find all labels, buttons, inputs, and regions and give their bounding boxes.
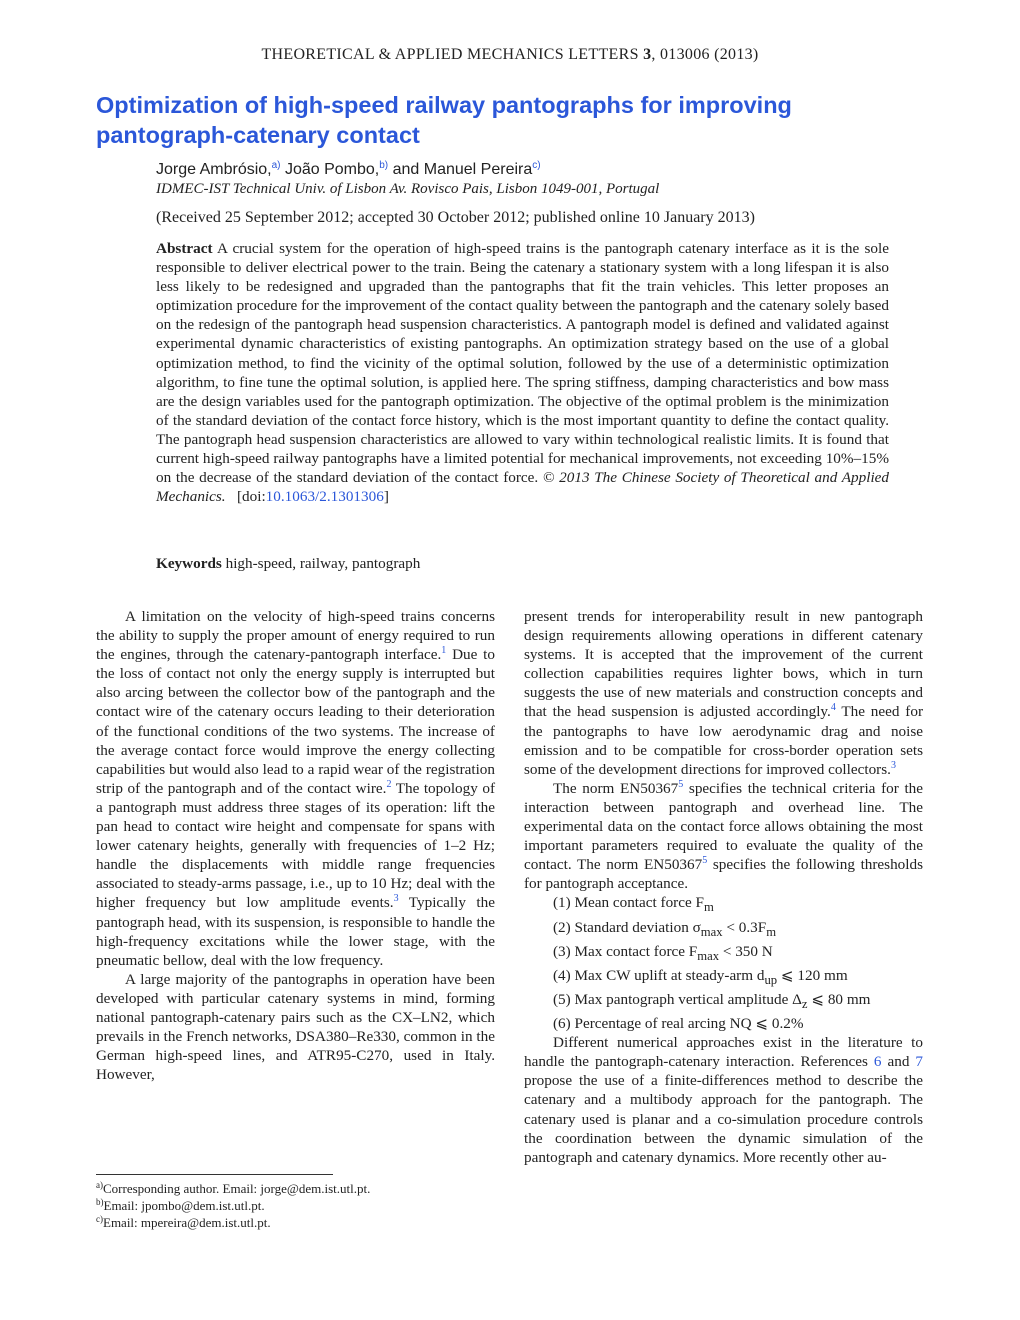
- paragraph-text: Due to the loss of contact not only the energy supply is interrupted but also arcing between the collector bow of the pantograph and the contact wire of the catenary occurs leading to their deterioration of the functional conditions of the two systems. The increase of the average contact force would improve the energy collecting capabilities but would also lead to a rapid wear of the registration strip of the pantograph and of the contact wire.: [96, 646, 495, 797]
- threshold-item: [524, 990, 923, 1014]
- abstract-text: A crucial system for the operation of high-speed trains is the pantograph catenary interface as it is the sole responsible to deliver electrical power to the train. Being the catenary a stationary system with a long lifespan it is also less likely to be redesigned and upgraded than the pantographs that fit the train vehicles. This letter proposes an optimization procedure for the improvement of the contact quality between the pantograph and the catenary solely based on the redesign of the pantograph head suspension characteristics. A pantograph model is defined and validated against experimental dynamic characteristics of existing pantographs. An optimization strategy based on the use of a global optimization method, to find the vicinity of the optimal solution, followed by the use of a deterministic optimization algorithm, to fine tune the optimal solution, is applied here. The spring stiffness, damping characteristics and bow mass are the design variables used for the pantograph optimization. The objective of the optimal problem is the minimization of the standard deviation of the contact force history, which is the most important quantity to define the contact quality. The pantograph head suspension characteristics are allowed to vary within technological realistic limits. It is found that current high-speed railway pantographs have a limited potential for mechanical improvements, not exceeding 10%–15% on the decrease of the standard deviation of the contact force.: [156, 240, 889, 487]
- doi-link[interactable]: 10.1063/2.1301306: [265, 488, 384, 506]
- keywords: [156, 555, 420, 573]
- footnote-mark: c): [96, 1214, 103, 1224]
- footnote-mark: a): [96, 1180, 103, 1190]
- paragraph: [96, 970, 495, 1085]
- footnote-text: Corresponding author. Email: jorge@dem.ist.utl.pt.: [103, 1181, 371, 1196]
- threshold-item: [524, 1014, 923, 1033]
- threshold-text: ⩽ 120 mm: [777, 966, 848, 984]
- paragraph-text: Different numerical approaches exist in the literature to handle the pantograph-catenary interaction. References: [524, 1034, 923, 1071]
- footnote: [96, 1180, 496, 1197]
- paragraph: [524, 607, 923, 779]
- threshold-text: (4) Max CW uplift at steady-arm d: [553, 966, 765, 984]
- author-mark[interactable]: c): [532, 160, 541, 171]
- threshold-text: < 350 N: [719, 942, 773, 960]
- abstract-label: Abstract: [156, 240, 213, 257]
- paragraph-text: propose the use of a finite-differences method to describe the catenary and a multibody approach for the pantograph. The catenary used is planar and a co-simulation procedure controls the coordination between the dynamic simulation of the pantograph and catenary dynamics. More recently other au-: [524, 1072, 923, 1166]
- subscript: m: [703, 900, 714, 915]
- citation-link[interactable]: 3: [393, 893, 399, 905]
- subscript: max: [697, 948, 720, 963]
- threshold-text: (2) Standard deviation σ: [553, 918, 701, 936]
- threshold-text: ⩽ 80 mm: [807, 990, 871, 1008]
- paragraph-text: The norm EN50367: [553, 779, 679, 797]
- threshold-item: [524, 966, 923, 990]
- paragraph-text: The topology of a pantograph must address three stages of its operation: lift the pan head to contact wire height and compensate for spans with lower catenary heights, generally with frequencies of 1–2 Hz; handle the displacements with middle range frequencies associated to steady-arms passage, i.e., up to 10 Hz; deal with the higher frequency but low amplitude events.: [96, 779, 495, 912]
- author-mark[interactable]: b): [379, 160, 389, 171]
- journal-volume: 3: [643, 46, 652, 63]
- footnote-divider: [96, 1174, 333, 1175]
- abstract: [156, 239, 889, 506]
- subscript: m: [766, 924, 777, 939]
- received-dates: (Received 25 September 2012; accepted 30 October 2012; published online 10 January 2013): [156, 209, 755, 226]
- citation-link[interactable]: 6: [873, 1053, 882, 1071]
- citation-link[interactable]: 3: [890, 759, 896, 771]
- threshold-text: (5) Max pantograph vertical amplitude Δ: [553, 990, 802, 1008]
- paragraph-text: present trends for interoperability result in new pantograph design requirements allowing operations in different catenary systems. It is accepted that the improvement of the current collection capabilities requires lighter bows, which in turn suggests the use of new materials and construction concepts and that the head suspension is adjusted accordingly.: [524, 608, 923, 721]
- footnote-mark: b): [96, 1197, 104, 1207]
- paragraph-text: and: [881, 1053, 916, 1071]
- threshold-text: < 0.3F: [722, 918, 767, 936]
- paragraph-text: A large majority of the pantographs in operation have been developed with particular catenary systems in mind, forming national pantograph-catenary pairs such as the CX–LN2, which prevails in the French networks, DSA380–Re330, common in the German high-speed lines, and ATR95-C270, used in Italy. However,: [96, 970, 495, 1084]
- affiliation: IDMEC-IST Technical Univ. of Lisbon Av. Rovisco Pais, Lisbon 1049-001, Portugal: [156, 181, 660, 197]
- journal-name: THEORETICAL & APPLIED MECHANICS LETTERS: [261, 46, 639, 63]
- doi-open: [doi:: [236, 488, 266, 506]
- paragraph-text: specifies the following thresholds for pantograph acceptance.: [524, 856, 923, 893]
- right-column: [524, 607, 923, 1167]
- paragraph: [524, 1033, 923, 1167]
- citation-link[interactable]: 2: [386, 778, 392, 790]
- threshold-item: [524, 893, 923, 917]
- paragraph: [96, 607, 495, 970]
- footnote: [96, 1197, 496, 1214]
- doi-close: ]: [383, 488, 389, 506]
- footnote: [96, 1214, 496, 1231]
- author-list: [156, 160, 541, 179]
- citation-link[interactable]: 4: [830, 702, 836, 714]
- citation-link[interactable]: 7: [915, 1053, 923, 1071]
- keywords-text: high-speed, railway, pantograph: [225, 555, 421, 572]
- paragraph: [524, 779, 923, 894]
- footnote-text: Email: mpereira@dem.ist.utl.pt.: [103, 1215, 271, 1230]
- subscript: max: [700, 924, 723, 939]
- left-column: [96, 607, 495, 1084]
- paragraph-text: specifies the technical criteria for the interaction between pantograph and overhead line. The experimental data on the contact force allows obtaining the most important parameters required to evaluate the quality of the contact. The norm EN50367: [524, 779, 924, 874]
- threshold-text: (6) Percentage of real arcing NQ ⩽ 0.2%: [553, 1015, 804, 1033]
- citation-link[interactable]: 5: [678, 778, 684, 790]
- paragraph-text: Typically the pantograph head, with its suspension, is responsible to handle the high-frequency excitations while the lower stage, with the pneumatic bellow, deal with the low frequency.: [96, 894, 495, 969]
- subscript: z: [801, 996, 808, 1011]
- article-number: , 013006 (2013): [651, 46, 759, 63]
- threshold-item: [524, 942, 923, 966]
- paragraph-text: The need for the pantographs to have low aerodynamic drag and noise emission and to be compatible for cross-border operation sets some of the development directions for improved collectors.: [524, 703, 924, 778]
- citation-link[interactable]: 5: [702, 855, 708, 867]
- subscript: up: [764, 972, 778, 987]
- paragraph-text: A limitation on the velocity of high-speed trains concerns the ability to supply the proper amount of energy required to run the engines, through the catenary-pantograph interface.: [96, 608, 495, 664]
- author-name: João Pombo,: [280, 161, 380, 178]
- footnote-text: Email: jpombo@dem.ist.utl.pt.: [103, 1198, 265, 1213]
- threshold-text: (1) Mean contact force F: [553, 894, 704, 912]
- paper-title: Optimization of high-speed railway pantographs for improving pantograph-catenary contact: [96, 92, 792, 148]
- keywords-label: Keywords: [156, 555, 222, 572]
- author-name: and Manuel Pereira: [388, 161, 533, 178]
- running-header: [0, 46, 1020, 64]
- threshold-item: [524, 918, 923, 942]
- citation-link[interactable]: 1: [441, 645, 447, 657]
- author-mark[interactable]: a): [271, 160, 281, 171]
- footnotes: [96, 1180, 496, 1231]
- threshold-text: (3) Max contact force F: [553, 942, 698, 960]
- copyright-notice: © 2013 The Chinese Society of Theoretical and Applied Mechanics.: [156, 469, 889, 506]
- author-name: Jorge Ambrósio,: [156, 161, 272, 178]
